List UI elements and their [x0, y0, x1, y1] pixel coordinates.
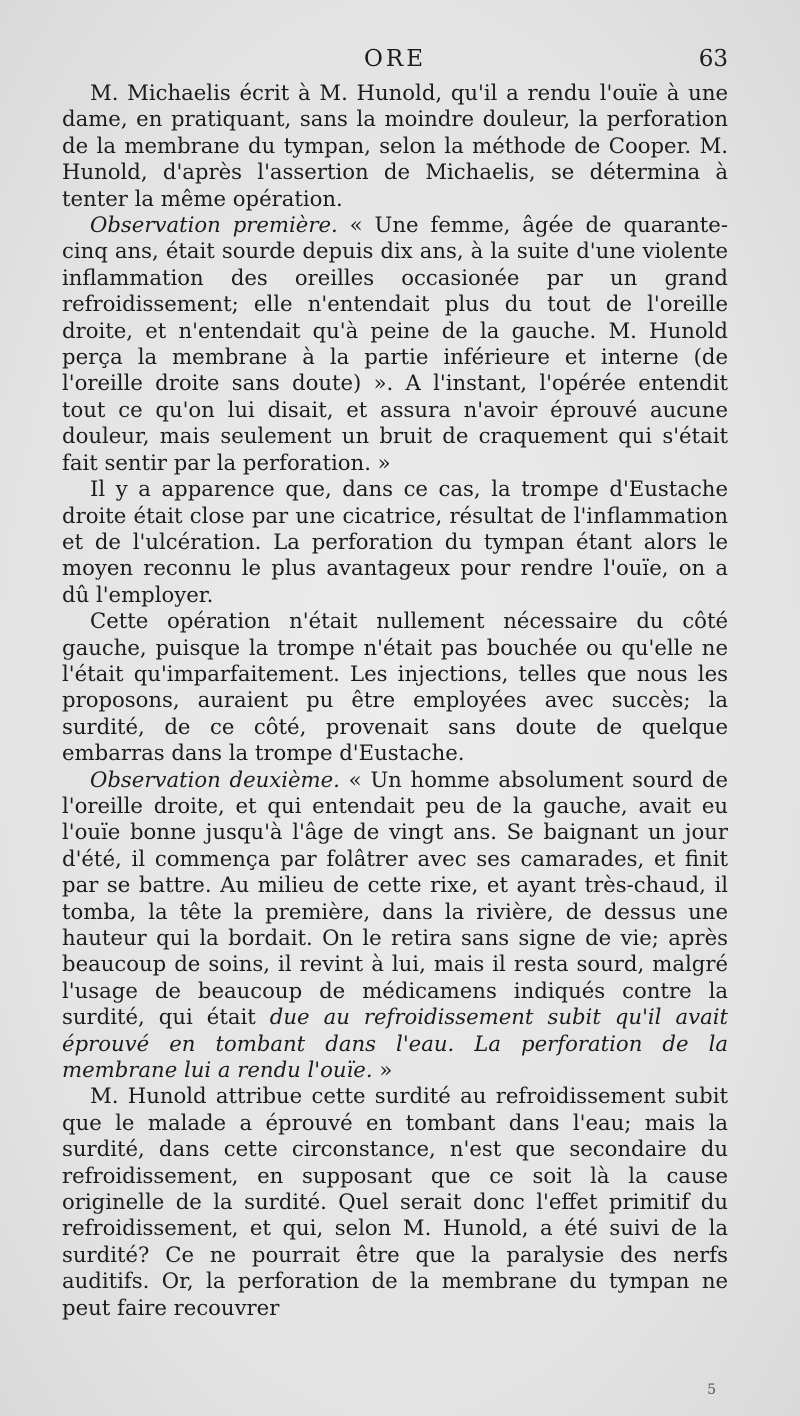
- observation-second-text: « Un homme absolument sourd de l'oreille droite, et qui entendait peu de la gauche, avait eu l'ouïe bonne jusqu'à l'âge de vingt ans. Se baignant un jour d'été, il commença par folâtrer avec ses camarades, et finit par se battre. Au milieu de cette rixe, et ayant très-chaud, il tomba, la tête la première, dans la rivière, de dessus une hauteur qui la bordait. On le retira sans signe de vie; après beaucoup de soins, il revint à lui, mais il resta sourd, malgré l'usage de beaucoup de médicamens indiqués contre la surdité, qui était: [62, 766, 728, 1030]
- page-body: [62, 80, 728, 1321]
- page-number: 63: [698, 46, 728, 72]
- observation-second-heading: Observation deuxième.: [90, 766, 340, 792]
- observation-first-heading: Observation première.: [90, 212, 338, 238]
- paragraph-michaelis: M. Michaelis écrit à M. Hunold, qu'il a rendu l'ouïe à une dame, en pratiquant, sans la moindre douleur, la perforation de la membrane du tympan, selon la méthode de Cooper. M. Hunold, d'après l'assertion de Michaelis, se détermina à tenter la même opération.: [62, 80, 728, 211]
- observation-first: [62, 212, 728, 476]
- paragraph-eustache: Il y a apparence que, dans ce cas, la trompe d'Eustache droite était close par une cicatrice, résultat de l'inflammation et de l'ulcération. La perforation du tympan étant alors le moyen reconnu le plus avantageux pour rendre l'ouïe, on a dû l'employer.: [62, 476, 728, 607]
- running-title: ORE: [364, 46, 426, 72]
- paragraph-left-side: Cette opération n'était nullement nécessaire du côté gauche, puisque la trompe n'était pas bouchée ou qu'elle ne l'était qu'imparfaitement. Les injections, telles que nous les proposons, auraient pu être employées avec succès; la surdité, de ce côté, provenait sans doute de quelque embarras dans la trompe d'Eustache.: [62, 608, 728, 766]
- paragraph-hunold-attribution: M. Hunold attribue cette surdité au refroidissement subit que le malade a éprouvé en tombant dans l'eau; mais la surdité, dans cette circonstance, n'est que secondaire du refroidissement, en supposant que ce soit là la cause originelle de la surdité. Quel serait donc l'effet primitif du refroidissement, et qui, selon M. Hunold, a été suivi de la surdité? Ce ne pourrait être que la paralysie des nerfs auditifs. Or, la perforation de la membrane du tympan ne peut faire recouvrer: [62, 1083, 728, 1320]
- page-header: [62, 40, 728, 80]
- observation-second-italic: due au refroidissement subit qu'il avait éprouvé en tombant dans l'eau. La perforation de la membrane lui a rendu l'ouïe.: [62, 1004, 728, 1083]
- observation-second: [62, 767, 728, 1084]
- observation-first-text: « Une femme, âgée de quarante-cinq ans, était sourde depuis dix ans, à la suite d'une violente inflammation des oreilles occasionée par un grand refroidissement; elle n'entendait plus du tout de l'oreille droite, et n'entendait qu'à peine de la gauche. M. Hunold perça la membrane à la partie inférieure et interne (de l'oreille droite sans doute) ». A l'instant, l'opérée entendit tout ce qu'on lui disait, et assura n'avoir éprouvé aucune douleur, mais seulement un bruit de craquement qui s'était fait sentir par la perforation. »: [62, 212, 728, 475]
- signature-mark: 5: [707, 1382, 716, 1398]
- observation-second-close: »: [372, 1057, 393, 1083]
